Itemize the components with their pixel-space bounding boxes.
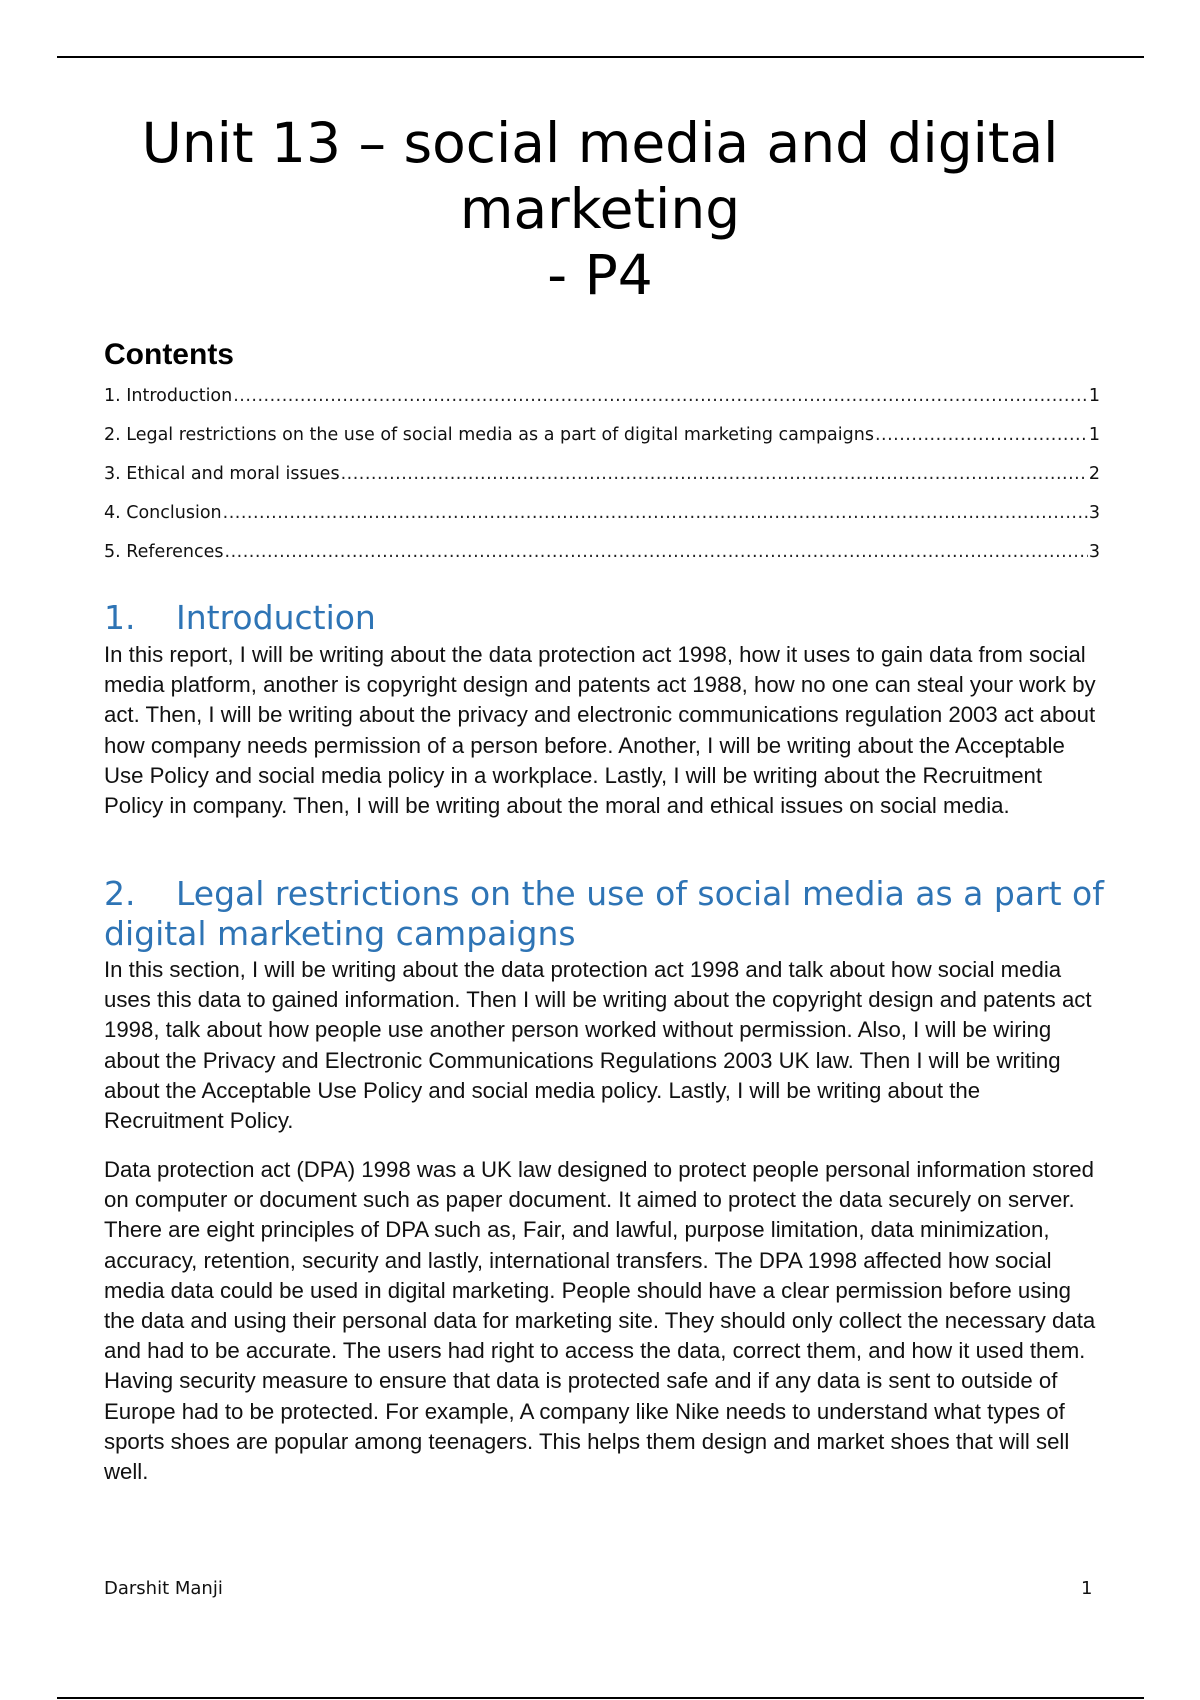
toc-heading: Contents	[104, 338, 234, 371]
toc-entry-label: 3. Ethical and moral issues	[104, 464, 340, 484]
toc-leader-dots	[341, 464, 1088, 484]
toc-entry-label: 1. Introduction	[104, 386, 233, 406]
section-number: 1.	[104, 598, 136, 637]
document-title	[80, 110, 1120, 308]
section-heading-introduction	[104, 598, 376, 638]
toc-entry[interactable]	[104, 542, 1100, 581]
toc-entry[interactable]	[104, 464, 1100, 503]
toc-entry[interactable]	[104, 386, 1100, 425]
title-line: - P4	[547, 243, 653, 307]
section-title: Introduction	[176, 598, 376, 637]
title-line: Unit 13 – social media and digital	[141, 111, 1059, 175]
footer-page-number: 1	[1081, 1578, 1093, 1599]
table-of-contents	[104, 386, 1100, 581]
body-paragraph: In this section, I will be writing about the data protection act 1998 and talk about how social media uses this data to gained information. Then I will be writing about the copyright design and patents act 1998, talk about how people use another person worked without permission. Also, I will be wiring about the Privacy and Electronic Communications Regulations 2003 UK law. Then I will be writing about the Acceptable Use Policy and social media policy. Lastly, I will be writing about the Recruitment Policy.	[104, 957, 1092, 1134]
section-title: Legal restrictions on the use of social media as a part of digital marketing campaigns	[104, 874, 1104, 953]
toc-entry-page: 3	[1088, 542, 1100, 562]
toc-leader-dots	[233, 386, 1088, 406]
title-line: marketing	[459, 177, 741, 241]
footer-author: Darshit Manji	[104, 1578, 223, 1599]
section-heading-legal-restrictions	[104, 874, 1104, 954]
toc-entry-label: 2. Legal restrictions on the use of social media as a part of digital marketing campaigns	[104, 425, 874, 445]
toc-entry-page: 2	[1088, 464, 1100, 484]
body-paragraph: In this report, I will be writing about the data protection act 1998, how it uses to gain data from social media platform, another is copyright design and patents act 1988, how no one can steal your work by act. Then, I will be writing about the privacy and electronic communications regulation 2003 act about how company needs permission of a person before. Another, I will be writing about the Acceptable Use Policy and social media policy in a workplace. Lastly, I will be writing about the Recruitment Policy in company. Then, I will be writing about the moral and ethical issues on social media.	[104, 642, 1096, 819]
header-rule	[57, 56, 1144, 58]
toc-entry-label: 5. References	[104, 542, 224, 562]
toc-entry-page: 1	[1088, 425, 1100, 445]
footer-rule	[57, 1697, 1144, 1699]
toc-entry-page: 3	[1088, 503, 1100, 523]
toc-entry[interactable]	[104, 425, 1100, 464]
section-number: 2.	[104, 874, 136, 913]
toc-entry-page: 1	[1088, 386, 1100, 406]
toc-leader-dots	[225, 542, 1088, 562]
toc-leader-dots	[875, 425, 1088, 445]
toc-entry-label: 4. Conclusion	[104, 503, 222, 523]
body-paragraph: Data protection act (DPA) 1998 was a UK law designed to protect people personal information stored on computer or document such as paper document. It aimed to protect the data securely on server. There are eight principles of DPA such as, Fair, and lawful, purpose limitation, data minimization, accuracy, retention, security and lastly, international transfers. The DPA 1998 affected how social media data could be used in digital marketing. People should have a clear permission before using the data and using their personal data for marketing site. They should only collect the necessary data and had to be accurate. The users had right to access the data, correct them, and how it used them. Having security measure to ensure that data is protected safe and if any data is sent to outside of Europe had to be protected. For example, A company like Nike needs to understand what types of sports shoes are popular among teenagers. This helps them design and market shoes that will sell well.	[104, 1157, 1096, 1485]
toc-entry[interactable]	[104, 503, 1100, 542]
toc-leader-dots	[223, 503, 1088, 523]
